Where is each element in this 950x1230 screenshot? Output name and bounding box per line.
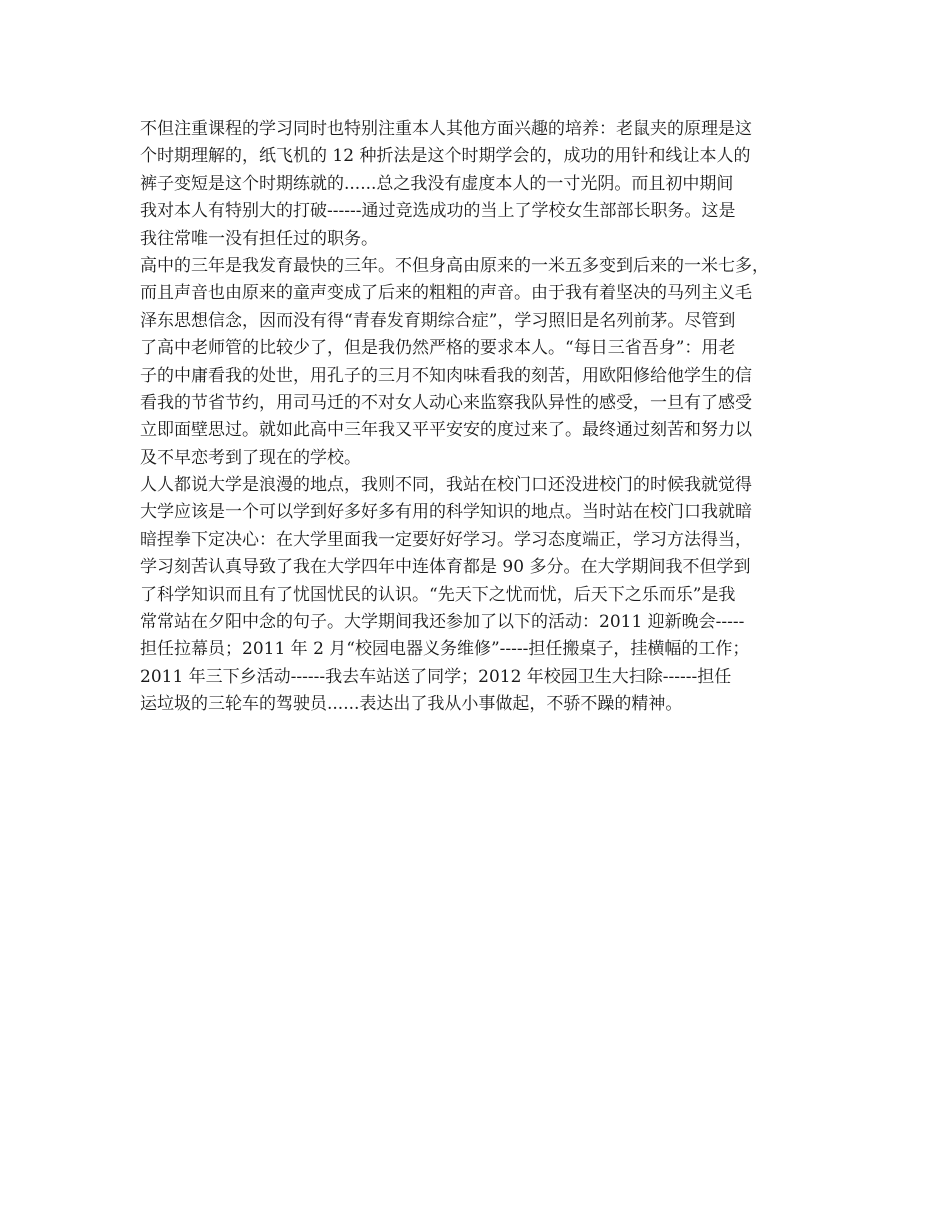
text-line: 2011 年三下乡活动------我去车站送了同学；2012 年校园卫生大扫除------担任 [140,666,732,687]
text-line: 学习刻苦认真导致了我在大学四年中连体育都是 90 多分。在大学期间我不但学到 [140,557,751,578]
text-line: 常常站在夕阳中念的句子。大学期间我还参加了以下的活动：2011 迎新晚会----- [140,612,745,633]
text-line: 我往常唯一没有担任过的职务。 [140,228,378,249]
text-line: 泽东思想信念，因而没有得“青春发育期综合症”，学习照旧是名列前茅。尽管到 [140,310,736,331]
text-line: 立即面壁思过。就如此高中三年我又平平安安的度过来了。最终通过刻苦和努力以 [140,420,752,441]
text-line: 了科学知识而且有了忧国忧民的认识。“先天下之忧而忧，后天下之乐而乐”是我 [140,584,736,605]
text-line: 大学应该是一个可以学到好多好多有用的科学知识的地点。当时站在校门口我就暗 [140,502,752,523]
text-line: 暗捏拳下定决心：在大学里面我一定要好好学习。学习态度端正，学习方法得当， [140,529,752,550]
text-line: 裤子变短是这个时期练就的......总之我没有虚度本人的一寸光阴。而且初中期间 [140,173,734,194]
text-line: 个时期理解的，纸飞机的 12 种折法是这个时期学会的，成功的用针和线让本人的 [140,146,751,167]
text-line: 我对本人有特别大的打破------通过竞选成功的当上了学校女生部部长职务。这是 [140,201,736,222]
text-line: 看我的节省节约，用司马迁的不对女人动心来监察我队异性的感受，一旦有了感受 [140,392,752,413]
text-line: 高中的三年是我发育最快的三年。不但身高由原来的一米五多变到后来的一米七多， [140,255,769,276]
text-line: 不但注重课程的学习同时也特别注重本人其他方面兴趣的培养：老鼠夹的原理是这 [140,119,752,139]
text-line: 及不早恋考到了现在的学校。 [140,447,361,468]
text-line: 人人都说大学是浪漫的地点，我则不同，我站在校门口还没进校门的时候我就觉得 [140,475,752,496]
text-line: 而且声音也由原来的童声变成了后来的粗粗的声音。由于我有着坚决的马列主义毛 [140,283,752,304]
text-line: 运垃圾的三轮车的驾驶员......表达出了我从小事做起，不骄不躁的精神。 [140,694,683,715]
document-body [140,116,830,719]
text-line: 了高中老师管的比较少了，但是我仍然严格的要求本人。“每日三省吾身”：用老 [140,338,736,359]
text-line: 担任拉幕员；2011 年 2 月“校园电器义务维修”-----担任搬桌子，挂横幅的工作； [140,639,750,660]
text-line: 子的中庸看我的处世，用孔子的三月不知肉味看我的刻苦，用欧阳修给他学生的信 [140,365,752,386]
